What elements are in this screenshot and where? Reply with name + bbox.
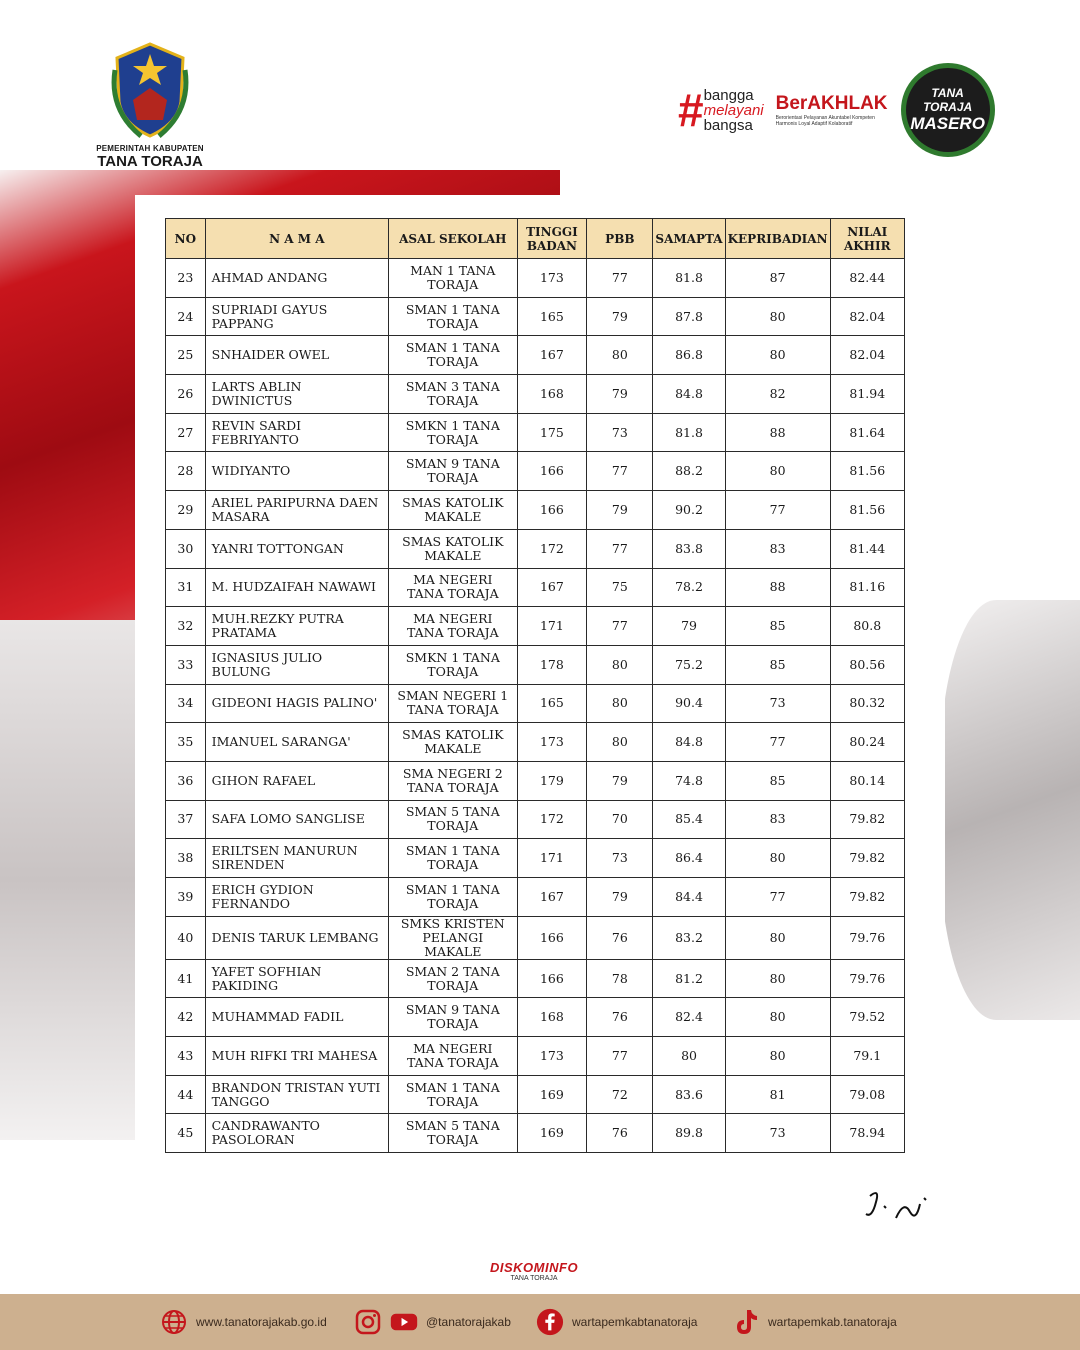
table-row: [166, 452, 905, 491]
footer-social-handle: @tanatorajakab: [426, 1315, 511, 1329]
cell-samapta: 89.8: [653, 1114, 725, 1153]
cell-nama: SUPRIADI GAYUS PAPPANG: [205, 297, 388, 336]
cell-pbb: 79: [587, 375, 653, 414]
cell-samapta: 84.8: [653, 723, 725, 762]
cell-samapta: 90.2: [653, 491, 725, 530]
cell-samapta: 90.4: [653, 684, 725, 723]
cell-no: 29: [166, 491, 206, 530]
table-row: [166, 529, 905, 568]
cell-pbb: 76: [587, 1114, 653, 1153]
cell-samapta: 86.4: [653, 839, 725, 878]
org-name: TANA TORAJA: [97, 153, 203, 170]
berakhlak-tagline: Berorientasi Pelayanan Akuntabel Kompeten Harmonis Loyal Adaptif Kolaboratif: [775, 115, 875, 127]
cell-nama: CANDRAWANTO PASOLORAN: [205, 1114, 388, 1153]
cell-nama: YANRI TOTTONGAN: [205, 529, 388, 568]
cell-nama: IMANUEL SARANGA': [205, 723, 388, 762]
table-row: [166, 375, 905, 414]
footer-tiktok[interactable]: [732, 1308, 897, 1336]
cell-samapta: 80: [653, 1037, 725, 1076]
cell-nama: SNHAIDER OWEL: [205, 336, 388, 375]
cell-kepribadian: 77: [725, 723, 830, 762]
masero-logo: [906, 68, 990, 152]
cell-nama: MUH.REZKY PUTRA PRATAMA: [205, 607, 388, 646]
footer-website[interactable]: [160, 1308, 327, 1336]
cell-pbb: 70: [587, 800, 653, 839]
cell-no: 34: [166, 684, 206, 723]
cell-tinggi: 171: [517, 839, 587, 878]
table-row: [166, 259, 905, 298]
bangga-word-2: melayani: [703, 101, 764, 119]
cell-nilai: 79.1: [830, 1037, 904, 1076]
cell-pbb: 79: [587, 878, 653, 917]
cell-kepribadian: 82: [725, 375, 830, 414]
cell-sekolah: SMAN 1 TANA TORAJA: [389, 336, 518, 375]
cell-pbb: 80: [587, 645, 653, 684]
cell-sekolah: MAN 1 TANA TORAJA: [389, 259, 518, 298]
cell-no: 43: [166, 1037, 206, 1076]
cell-tinggi: 173: [517, 259, 587, 298]
col-header-pbb: PBB: [587, 219, 653, 259]
cell-samapta: 81.8: [653, 413, 725, 452]
cell-tinggi: 167: [517, 336, 587, 375]
cell-nama: GIDEONI HAGIS PALINO': [205, 684, 388, 723]
cell-nama: WIDIYANTO: [205, 452, 388, 491]
cell-sekolah: SMAS KATOLIK MAKALE: [389, 529, 518, 568]
cell-nama: IGNASIUS JULIO BULUNG: [205, 645, 388, 684]
table-row: [166, 684, 905, 723]
table-row: [166, 568, 905, 607]
cell-nama: AHMAD ANDANG: [205, 259, 388, 298]
cell-pbb: 76: [587, 998, 653, 1037]
table-row: [166, 723, 905, 762]
cell-kepribadian: 81: [725, 1075, 830, 1114]
cell-nama: ERICH GYDION FERNANDO: [205, 878, 388, 917]
cell-nama: DENIS TARUK LEMBANG: [205, 916, 388, 959]
cell-sekolah: SMAN 9 TANA TORAJA: [389, 452, 518, 491]
cell-samapta: 74.8: [653, 761, 725, 800]
cell-no: 32: [166, 607, 206, 646]
cell-sekolah: SMAN 1 TANA TORAJA: [389, 1075, 518, 1114]
cell-nilai: 79.82: [830, 878, 904, 917]
cell-pbb: 77: [587, 259, 653, 298]
cell-samapta: 79: [653, 607, 725, 646]
cell-nama: MUHAMMAD FADIL: [205, 998, 388, 1037]
cell-pbb: 80: [587, 723, 653, 762]
cell-no: 45: [166, 1114, 206, 1153]
cell-sekolah: SMAN 5 TANA TORAJA: [389, 800, 518, 839]
cell-sekolah: MA NEGERI TANA TORAJA: [389, 568, 518, 607]
cell-pbb: 75: [587, 568, 653, 607]
cell-kepribadian: 85: [725, 761, 830, 800]
col-header-samapta: SAMAPTA: [653, 219, 725, 259]
cell-kepribadian: 80: [725, 1037, 830, 1076]
org-subtitle: PEMERINTAH KABUPATEN: [96, 144, 204, 153]
cell-tinggi: 166: [517, 959, 587, 998]
cell-nilai: 79.82: [830, 800, 904, 839]
cell-samapta: 83.8: [653, 529, 725, 568]
cell-kepribadian: 85: [725, 645, 830, 684]
cell-no: 39: [166, 878, 206, 917]
cell-tinggi: 167: [517, 878, 587, 917]
cell-tinggi: 172: [517, 529, 587, 568]
cell-sekolah: SMAS KATOLIK MAKALE: [389, 723, 518, 762]
table-row: [166, 645, 905, 684]
table-row: [166, 998, 905, 1037]
regency-emblem-icon: [111, 40, 189, 140]
cell-no: 44: [166, 1075, 206, 1114]
masero-line-2: MASERO: [910, 114, 985, 133]
cell-nilai: 79.52: [830, 998, 904, 1037]
table-row: [166, 916, 905, 959]
footer-facebook[interactable]: [536, 1308, 697, 1336]
cell-samapta: 88.2: [653, 452, 725, 491]
cell-tinggi: 166: [517, 452, 587, 491]
berakhlak-title: BerAKHLAK: [775, 93, 888, 114]
cell-kepribadian: 83: [725, 800, 830, 839]
cell-nilai: 82.44: [830, 259, 904, 298]
cell-kepribadian: 80: [725, 336, 830, 375]
cell-sekolah: SMAN 1 TANA TORAJA: [389, 839, 518, 878]
cell-pbb: 79: [587, 491, 653, 530]
hashtag-icon: #: [678, 84, 704, 136]
cell-samapta: 83.6: [653, 1075, 725, 1114]
cell-samapta: 78.2: [653, 568, 725, 607]
cell-nama: YAFET SOFHIAN PAKIDING: [205, 959, 388, 998]
table-header-row: [166, 219, 905, 259]
cell-no: 31: [166, 568, 206, 607]
cell-pbb: 79: [587, 297, 653, 336]
cell-kepribadian: 77: [725, 491, 830, 530]
cell-no: 38: [166, 839, 206, 878]
cell-pbb: 72: [587, 1075, 653, 1114]
table-row: [166, 413, 905, 452]
cell-nama: ERILTSEN MANURUN SIRENDEN: [205, 839, 388, 878]
table-row: [166, 878, 905, 917]
cell-no: 25: [166, 336, 206, 375]
cell-no: 30: [166, 529, 206, 568]
cell-pbb: 77: [587, 607, 653, 646]
cell-no: 23: [166, 259, 206, 298]
table-row: [166, 761, 905, 800]
table-row: [166, 800, 905, 839]
cell-nama: GIHON RAFAEL: [205, 761, 388, 800]
cell-pbb: 80: [587, 336, 653, 375]
cell-nilai: 81.44: [830, 529, 904, 568]
cell-nama: ARIEL PARIPURNA DAEN MASARA: [205, 491, 388, 530]
cell-sekolah: MA NEGERI TANA TORAJA: [389, 607, 518, 646]
cell-kepribadian: 80: [725, 959, 830, 998]
cell-samapta: 82.4: [653, 998, 725, 1037]
globe-icon: [160, 1308, 188, 1336]
table-row: [166, 1114, 905, 1153]
cell-pbb: 76: [587, 916, 653, 959]
cell-pbb: 77: [587, 1037, 653, 1076]
col-header-tinggi: TINGGI BADAN: [517, 219, 587, 259]
footer-bar: [0, 1294, 1080, 1350]
cell-sekolah: SMAN 3 TANA TORAJA: [389, 375, 518, 414]
cell-kepribadian: 80: [725, 839, 830, 878]
cell-samapta: 87.8: [653, 297, 725, 336]
cell-no: 41: [166, 959, 206, 998]
cell-sekolah: SMKN 1 TANA TORAJA: [389, 645, 518, 684]
diskominfo-sub: TANA TORAJA: [510, 1275, 558, 1282]
col-header-no: NO: [166, 219, 206, 259]
cell-no: 28: [166, 452, 206, 491]
cell-samapta: 84.4: [653, 878, 725, 917]
cell-no: 37: [166, 800, 206, 839]
cell-tinggi: 173: [517, 1037, 587, 1076]
cell-samapta: 81.2: [653, 959, 725, 998]
cell-kepribadian: 80: [725, 452, 830, 491]
cell-nilai: 82.04: [830, 297, 904, 336]
cell-tinggi: 168: [517, 375, 587, 414]
cell-nilai: 81.56: [830, 491, 904, 530]
cell-samapta: 75.2: [653, 645, 725, 684]
table-row: [166, 297, 905, 336]
regency-logo: [85, 40, 215, 170]
cell-nilai: 81.56: [830, 452, 904, 491]
cell-nilai: 80.56: [830, 645, 904, 684]
table-row: [166, 607, 905, 646]
masero-line-1: TANA TORAJA: [923, 86, 973, 114]
cell-nilai: 82.04: [830, 336, 904, 375]
cell-tinggi: 166: [517, 491, 587, 530]
cell-kepribadian: 77: [725, 878, 830, 917]
cell-nama: BRANDON TRISTAN YUTI TANGGO: [205, 1075, 388, 1114]
cell-tinggi: 179: [517, 761, 587, 800]
cell-nilai: 80.8: [830, 607, 904, 646]
cell-nilai: 80.32: [830, 684, 904, 723]
cell-nilai: 79.76: [830, 959, 904, 998]
cell-tinggi: 172: [517, 800, 587, 839]
bangga-word-3: bangsa: [703, 116, 753, 134]
cell-kepribadian: 73: [725, 1114, 830, 1153]
table-row: [166, 959, 905, 998]
cell-kepribadian: 83: [725, 529, 830, 568]
cell-nama: MUH RIFKI TRI MAHESA: [205, 1037, 388, 1076]
cell-tinggi: 175: [517, 413, 587, 452]
cell-tinggi: 171: [517, 607, 587, 646]
cell-nama: REVIN SARDI FEBRIYANTO: [205, 413, 388, 452]
cell-kepribadian: 88: [725, 568, 830, 607]
cell-tinggi: 167: [517, 568, 587, 607]
cell-nilai: 78.94: [830, 1114, 904, 1153]
col-header-nilai: NILAI AKHIR: [830, 219, 904, 259]
cell-tinggi: 169: [517, 1075, 587, 1114]
cell-tinggi: 166: [517, 916, 587, 959]
footer-facebook-text: wartapemkabtanatoraja: [572, 1315, 698, 1329]
tiktok-icon: [732, 1308, 760, 1336]
cell-sekolah: SMAN 1 TANA TORAJA: [389, 878, 518, 917]
col-header-nama: N A M A: [205, 219, 388, 259]
table-row: [166, 491, 905, 530]
cell-kepribadian: 73: [725, 684, 830, 723]
cell-pbb: 73: [587, 839, 653, 878]
cell-pbb: 77: [587, 529, 653, 568]
signature-mark: [862, 1188, 942, 1228]
col-header-kepribadian: KEPRIBADIAN: [725, 219, 830, 259]
footer-social[interactable]: [354, 1308, 511, 1336]
cell-pbb: 78: [587, 959, 653, 998]
cell-samapta: 81.8: [653, 259, 725, 298]
cell-pbb: 73: [587, 413, 653, 452]
cell-tinggi: 168: [517, 998, 587, 1037]
berakhlak-logo: [776, 93, 894, 127]
cell-sekolah: MA NEGERI TANA TORAJA: [389, 1037, 518, 1076]
cell-kepribadian: 80: [725, 998, 830, 1037]
cell-samapta: 85.4: [653, 800, 725, 839]
facebook-icon: [536, 1308, 564, 1336]
cell-sekolah: SMKS KRISTEN PELANGI MAKALE: [389, 916, 518, 959]
cell-no: 27: [166, 413, 206, 452]
instagram-icon: [354, 1308, 382, 1336]
cell-tinggi: 169: [517, 1114, 587, 1153]
cell-no: 42: [166, 998, 206, 1037]
cell-nilai: 81.64: [830, 413, 904, 452]
cell-no: 33: [166, 645, 206, 684]
cell-tinggi: 178: [517, 645, 587, 684]
table-row: [166, 1075, 905, 1114]
cell-nilai: 81.94: [830, 375, 904, 414]
cell-sekolah: SMAN 5 TANA TORAJA: [389, 1114, 518, 1153]
table-body: [166, 259, 905, 1153]
cell-sekolah: SMA NEGERI 2 TANA TORAJA: [389, 761, 518, 800]
cell-tinggi: 173: [517, 723, 587, 762]
table-row: [166, 1037, 905, 1076]
cell-kepribadian: 88: [725, 413, 830, 452]
cell-tinggi: 165: [517, 684, 587, 723]
cell-no: 40: [166, 916, 206, 959]
diskominfo-title: DISKOMINFO: [490, 1260, 579, 1275]
cell-nilai: 79.08: [830, 1075, 904, 1114]
cell-kepribadian: 87: [725, 259, 830, 298]
table-row: [166, 336, 905, 375]
youtube-icon: [390, 1308, 418, 1336]
cell-sekolah: SMAN 2 TANA TORAJA: [389, 959, 518, 998]
cell-sekolah: SMAS KATOLIK MAKALE: [389, 491, 518, 530]
cell-samapta: 83.2: [653, 916, 725, 959]
cell-nama: M. HUDZAIFAH NAWAWI: [205, 568, 388, 607]
cell-nilai: 79.82: [830, 839, 904, 878]
cell-pbb: 80: [587, 684, 653, 723]
cell-kepribadian: 80: [725, 297, 830, 336]
cell-no: 26: [166, 375, 206, 414]
bangga-word-1: bangga: [703, 86, 754, 104]
cell-nilai: 80.14: [830, 761, 904, 800]
cell-nilai: 80.24: [830, 723, 904, 762]
diskominfo-logo: [490, 1260, 578, 1282]
table-row: [166, 839, 905, 878]
footer-tiktok-text: wartapemkab.tanatoraja: [768, 1315, 897, 1329]
cell-nilai: 81.16: [830, 568, 904, 607]
cell-sekolah: SMAN 1 TANA TORAJA: [389, 297, 518, 336]
cell-no: 36: [166, 761, 206, 800]
cell-samapta: 86.8: [653, 336, 725, 375]
bangga-melayani-logo: [678, 84, 764, 136]
cell-kepribadian: 80: [725, 916, 830, 959]
ranking-table: [165, 218, 905, 1153]
cell-pbb: 77: [587, 452, 653, 491]
cell-samapta: 84.8: [653, 375, 725, 414]
campaign-logos: [678, 70, 990, 150]
cell-sekolah: SMKN 1 TANA TORAJA: [389, 413, 518, 452]
cell-no: 35: [166, 723, 206, 762]
footer-website-text: www.tanatorajakab.go.id: [196, 1315, 327, 1329]
cell-tinggi: 165: [517, 297, 587, 336]
cell-no: 24: [166, 297, 206, 336]
cell-sekolah: SMAN 9 TANA TORAJA: [389, 998, 518, 1037]
cell-nilai: 79.76: [830, 916, 904, 959]
cell-nama: SAFA LOMO SANGLISE: [205, 800, 388, 839]
col-header-sekolah: ASAL SEKOLAH: [389, 219, 518, 259]
cell-pbb: 79: [587, 761, 653, 800]
cell-nama: LARTS ABLIN DWINICTUS: [205, 375, 388, 414]
flag-background-right: [940, 600, 1080, 1020]
cell-sekolah: SMAN NEGERI 1 TANA TORAJA: [389, 684, 518, 723]
cell-kepribadian: 85: [725, 607, 830, 646]
